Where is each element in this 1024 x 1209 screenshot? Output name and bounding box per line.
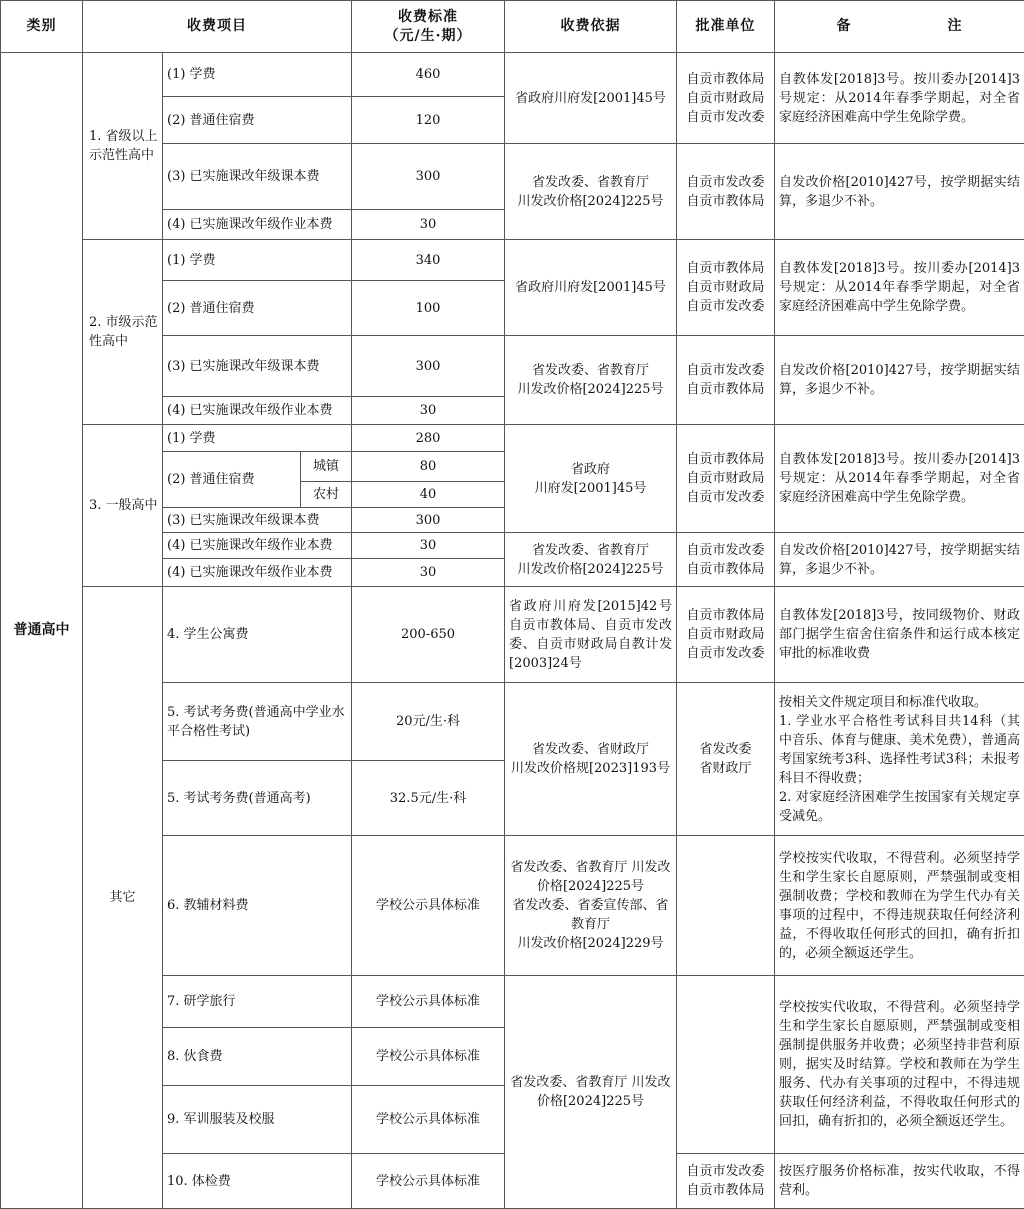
item-name: 8. 伙食费 — [163, 1028, 352, 1086]
approver: 自贡市发改委 自贡市教体局 — [677, 1154, 775, 1209]
group-label: 1. 省级以上示范性高中 — [83, 53, 163, 240]
approver: 自贡市教体局 自贡市财政局 自贡市发改委 — [677, 240, 775, 336]
item-name: (3) 已实施课改年级课本费 — [163, 508, 352, 533]
item-name: (2) 普通住宿费 — [163, 452, 301, 508]
fee-standard: 300 — [352, 508, 505, 533]
item-name: (2) 普通住宿费 — [163, 281, 352, 336]
item-name: 4. 学生公寓费 — [163, 587, 352, 683]
fee-standard: 80 — [352, 452, 505, 482]
header-category: 类别 — [1, 1, 83, 53]
fee-standard: 学校公示具体标准 — [352, 976, 505, 1028]
remark: 按医疗服务价格标准，按实代收取，不得营利。 — [775, 1154, 1024, 1209]
item-name: (1) 学费 — [163, 53, 352, 97]
fee-basis: 省发改委、省教育厅 川发改价格[2024]225号 — [505, 533, 677, 587]
fee-standard: 460 — [352, 53, 505, 97]
approver: 自贡市发改委 自贡市教体局 — [677, 144, 775, 240]
fee-standard: 学校公示具体标准 — [352, 836, 505, 976]
item-name: (3) 已实施课改年级课本费 — [163, 144, 352, 210]
fee-standard: 340 — [352, 240, 505, 281]
item-name: (3) 已实施课改年级课本费 — [163, 336, 352, 397]
table-row — [1, 53, 1024, 97]
remark: 学校按实代收取，不得营利。必须坚持学生和学生家长自愿原则，严禁强制或变相强制提供服务并收费；必须坚持非营利原则，据实及时结算。学校和教师在为学生服务、代办有关事项的过程中，不得违规获取任何经济利益，不得收取任何形式的回扣，确有折扣的，必须全额返还学生。 — [775, 976, 1024, 1154]
approver — [677, 976, 775, 1154]
sub-label: 农村 — [301, 482, 352, 508]
header-standard-line1: 收费标准 — [356, 8, 500, 27]
fee-standard: 200-650 — [352, 587, 505, 683]
header-remark-2: 注 — [948, 18, 963, 34]
fee-standard: 100 — [352, 281, 505, 336]
table-row — [1, 587, 1024, 683]
fee-standard: 120 — [352, 97, 505, 144]
category-cell: 普通高中 — [1, 53, 83, 1209]
fee-standard: 280 — [352, 425, 505, 452]
approver — [677, 836, 775, 976]
header-basis: 收费依据 — [505, 1, 677, 53]
table-row — [1, 240, 1024, 281]
fee-basis: 省发改委、省教育厅 川发改价格[2024]225号 — [505, 144, 677, 240]
fee-basis: 省发改委、省财政厅 川发改价格规[2023]193号 — [505, 683, 677, 836]
fee-standard: 学校公示具体标准 — [352, 1086, 505, 1154]
group-label: 3. 一般高中 — [83, 425, 163, 587]
fee-standard: 40 — [352, 482, 505, 508]
table-row — [1, 425, 1024, 452]
approver: 自贡市发改委 自贡市教体局 — [677, 336, 775, 425]
group-label: 2. 市级示范性高中 — [83, 240, 163, 425]
header-approver: 批准单位 — [677, 1, 775, 53]
item-name: (2) 普通住宿费 — [163, 97, 352, 144]
remark: 自发改价格[2010]427号，按学期据实结算，多退少不补。 — [775, 144, 1024, 240]
fee-standard: 30 — [352, 210, 505, 240]
fee-basis: 省政府 川府发[2001]45号 — [505, 425, 677, 533]
header-item: 收费项目 — [83, 1, 352, 53]
item-name: (1) 学费 — [163, 425, 352, 452]
fee-standard: 32.5元/生·科 — [352, 761, 505, 836]
remark: 自发改价格[2010]427号，按学期据实结算，多退少不补。 — [775, 336, 1024, 425]
approver: 自贡市教体局 自贡市财政局 自贡市发改委 — [677, 425, 775, 533]
remark: 自教体发[2018]3号。按川委办[2014]3号规定：从2014年春季学期起，对全省家庭经济困难高中学生免除学费。 — [775, 240, 1024, 336]
fee-basis: 省发改委、省教育厅 川发改价格[2024]225号 — [505, 336, 677, 425]
fee-standard: 学校公示具体标准 — [352, 1154, 505, 1209]
item-name: 5. 考试考务费(普通高考) — [163, 761, 352, 836]
header-remark — [775, 1, 1024, 53]
remark: 自教体发[2018]3号。按川委办[2014]3号规定：从2014年春季学期起，对全省家庭经济困难高中学生免除学费。 — [775, 53, 1024, 144]
item-name: 7. 研学旅行 — [163, 976, 352, 1028]
remark: 自教体发[2018]3号，按同级物价、财政部门据学生宿舍住宿条件和运行成本核定审批的标准收费 — [775, 587, 1024, 683]
header-row — [1, 1, 1024, 53]
fee-standard: 30 — [352, 533, 505, 559]
sub-label: 城镇 — [301, 452, 352, 482]
fee-standard: 20元/生·科 — [352, 683, 505, 761]
fee-standard: 30 — [352, 559, 505, 587]
item-name: 9. 军训服装及校服 — [163, 1086, 352, 1154]
fee-standard: 300 — [352, 336, 505, 397]
fee-basis: 省政府川府发[2001]45号 — [505, 240, 677, 336]
item-name: (1) 学费 — [163, 240, 352, 281]
fee-standard: 30 — [352, 397, 505, 425]
fee-standard: 学校公示具体标准 — [352, 1028, 505, 1086]
fee-basis: 省发改委、省教育厅 川发改价格[2024]225号 省发改委、省委宣传部、省教育厅 川发改价格[2024]229号 — [505, 836, 677, 976]
group-label: 其它 — [83, 587, 163, 1209]
fee-standard: 300 — [352, 144, 505, 210]
item-name: (4) 已实施课改年级作业本费 — [163, 210, 352, 240]
fee-basis: 省政府川府发[2015]42号 自贡市教体局、自贡市发改委、自贡市财政局自教计发[2003]24号 — [505, 587, 677, 683]
item-name: 6. 教辅材料费 — [163, 836, 352, 976]
fee-basis: 省发改委、省教育厅 川发改价格[2024]225号 — [505, 976, 677, 1209]
item-name: (4) 已实施课改年级作业本费 — [163, 397, 352, 425]
remark: 按相关文件规定项目和标准代收取。 1. 学业水平合格性考试科目共14科（其中音乐、体育与健康、美术免费），普通高考国家统考3科、选择性考试3科；未报考科目不得收费； 2. 对家庭经济困难学生按国家有关规定享受减免。 — [775, 683, 1024, 836]
remark: 自发改价格[2010]427号，按学期据实结算，多退少不补。 — [775, 533, 1024, 587]
remark: 自教体发[2018]3号。按川委办[2014]3号规定：从2014年春季学期起，对全省家庭经济困难高中学生免除学费。 — [775, 425, 1024, 533]
approver: 自贡市发改委 自贡市教体局 — [677, 533, 775, 587]
item-name: 10. 体检费 — [163, 1154, 352, 1209]
approver: 自贡市教体局 自贡市财政局 自贡市发改委 — [677, 53, 775, 144]
approver: 自贡市教体局 自贡市财政局 自贡市发改委 — [677, 587, 775, 683]
header-remark-1: 备 — [837, 18, 852, 34]
remark: 学校按实代收取，不得营利。必须坚持学生和学生家长自愿原则，严禁强制或变相强制收费；学校和教师在为学生代办有关事项的过程中，不得违规获取任何经济利益，不得收取任何形式的回扣，确有折扣的，必须全额返还学生。 — [775, 836, 1024, 976]
header-standard-line2: （元/生·期） — [356, 27, 500, 46]
item-name: 5. 考试考务费(普通高中学业水平合格性考试) — [163, 683, 352, 761]
item-name: (4) 已实施课改年级作业本费 — [163, 559, 352, 587]
approver: 省发改委 省财政厅 — [677, 683, 775, 836]
header-standard — [352, 1, 505, 53]
item-name: (4) 已实施课改年级作业本费 — [163, 533, 352, 559]
fee-basis: 省政府川府发[2001]45号 — [505, 53, 677, 144]
